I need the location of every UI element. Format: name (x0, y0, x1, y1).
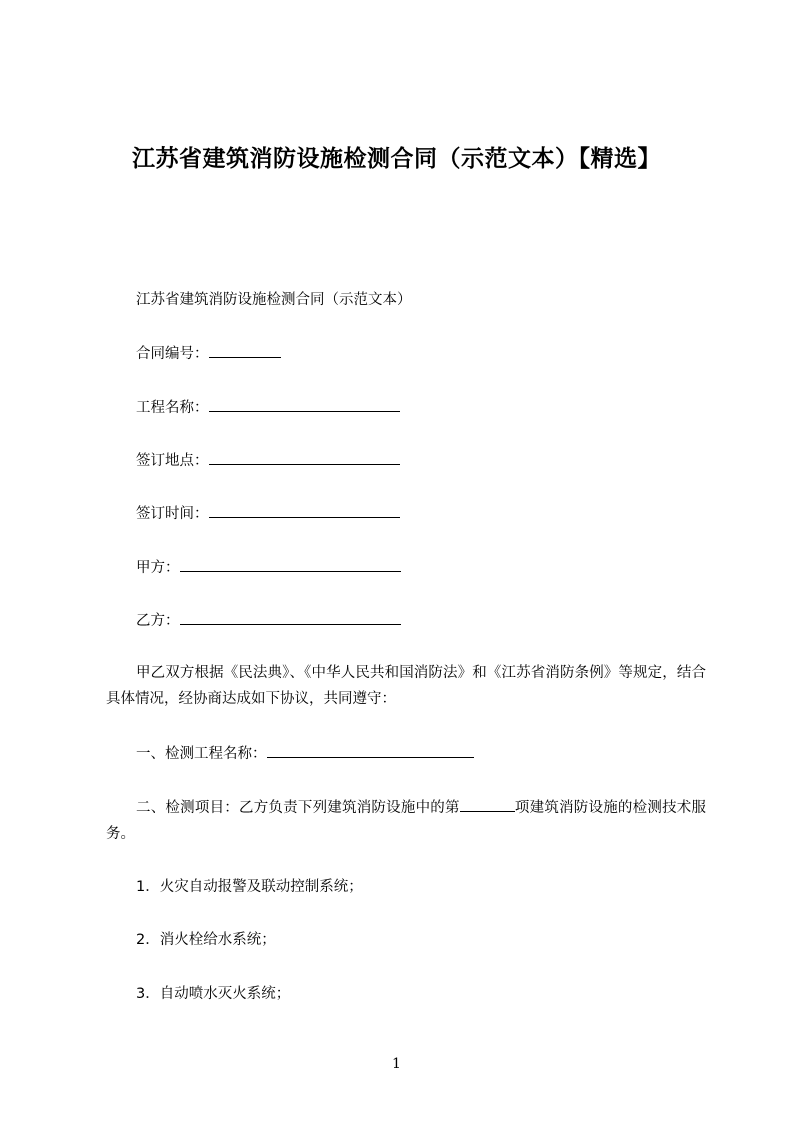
party-b-label: 乙方： (136, 613, 180, 629)
list-item: 1．火灾自动报警及联动控制系统； (136, 879, 363, 895)
sign-place-label: 签订地点： (136, 453, 209, 469)
document-title: 江苏省建筑消防设施检测合同（示范文本）【精选】 (132, 146, 661, 172)
intro-paragraph: 甲乙双方根据《民法典》、《中华人民共和国消防法》和《江苏省消防条例》等规定，结合具体情况，经协商达成如下协议，共同遵守： (106, 665, 706, 707)
section-2 (106, 795, 706, 847)
section-1 (136, 743, 474, 764)
contract-number-blank (209, 343, 281, 358)
section-2-text-before: 二、检测项目：乙方负责下列建筑消防设施中的第 (136, 800, 460, 816)
project-name-blank (209, 397, 400, 412)
list-item: 2．消火栓给水系统； (136, 932, 276, 948)
sign-place-field (136, 450, 400, 471)
contract-number-label: 合同编号： (136, 346, 209, 362)
party-a-blank (180, 557, 401, 572)
sign-time-blank (209, 503, 400, 518)
sign-place-blank (209, 450, 400, 465)
contract-number-field (136, 343, 281, 364)
party-b-field (136, 610, 401, 631)
section-1-label: 一、检测工程名称： (136, 746, 267, 762)
page-number: 1 (392, 1056, 401, 1072)
project-name-label: 工程名称： (136, 400, 209, 416)
section-2-text-after: 项建筑消防设施的检测技术服务。 (106, 800, 707, 842)
party-b-blank (180, 610, 401, 625)
section-2-blank (460, 797, 515, 812)
sign-time-field (136, 503, 400, 524)
sign-time-label: 签订时间： (136, 506, 209, 522)
party-a-field (136, 557, 401, 578)
list-item: 3．自动喷水灭火系统； (136, 986, 291, 1002)
section-1-blank (267, 743, 474, 758)
party-a-label: 甲方： (136, 560, 180, 576)
document-subtitle: 江苏省建筑消防设施检测合同（示范文本） (136, 292, 412, 308)
project-name-field (136, 397, 400, 418)
